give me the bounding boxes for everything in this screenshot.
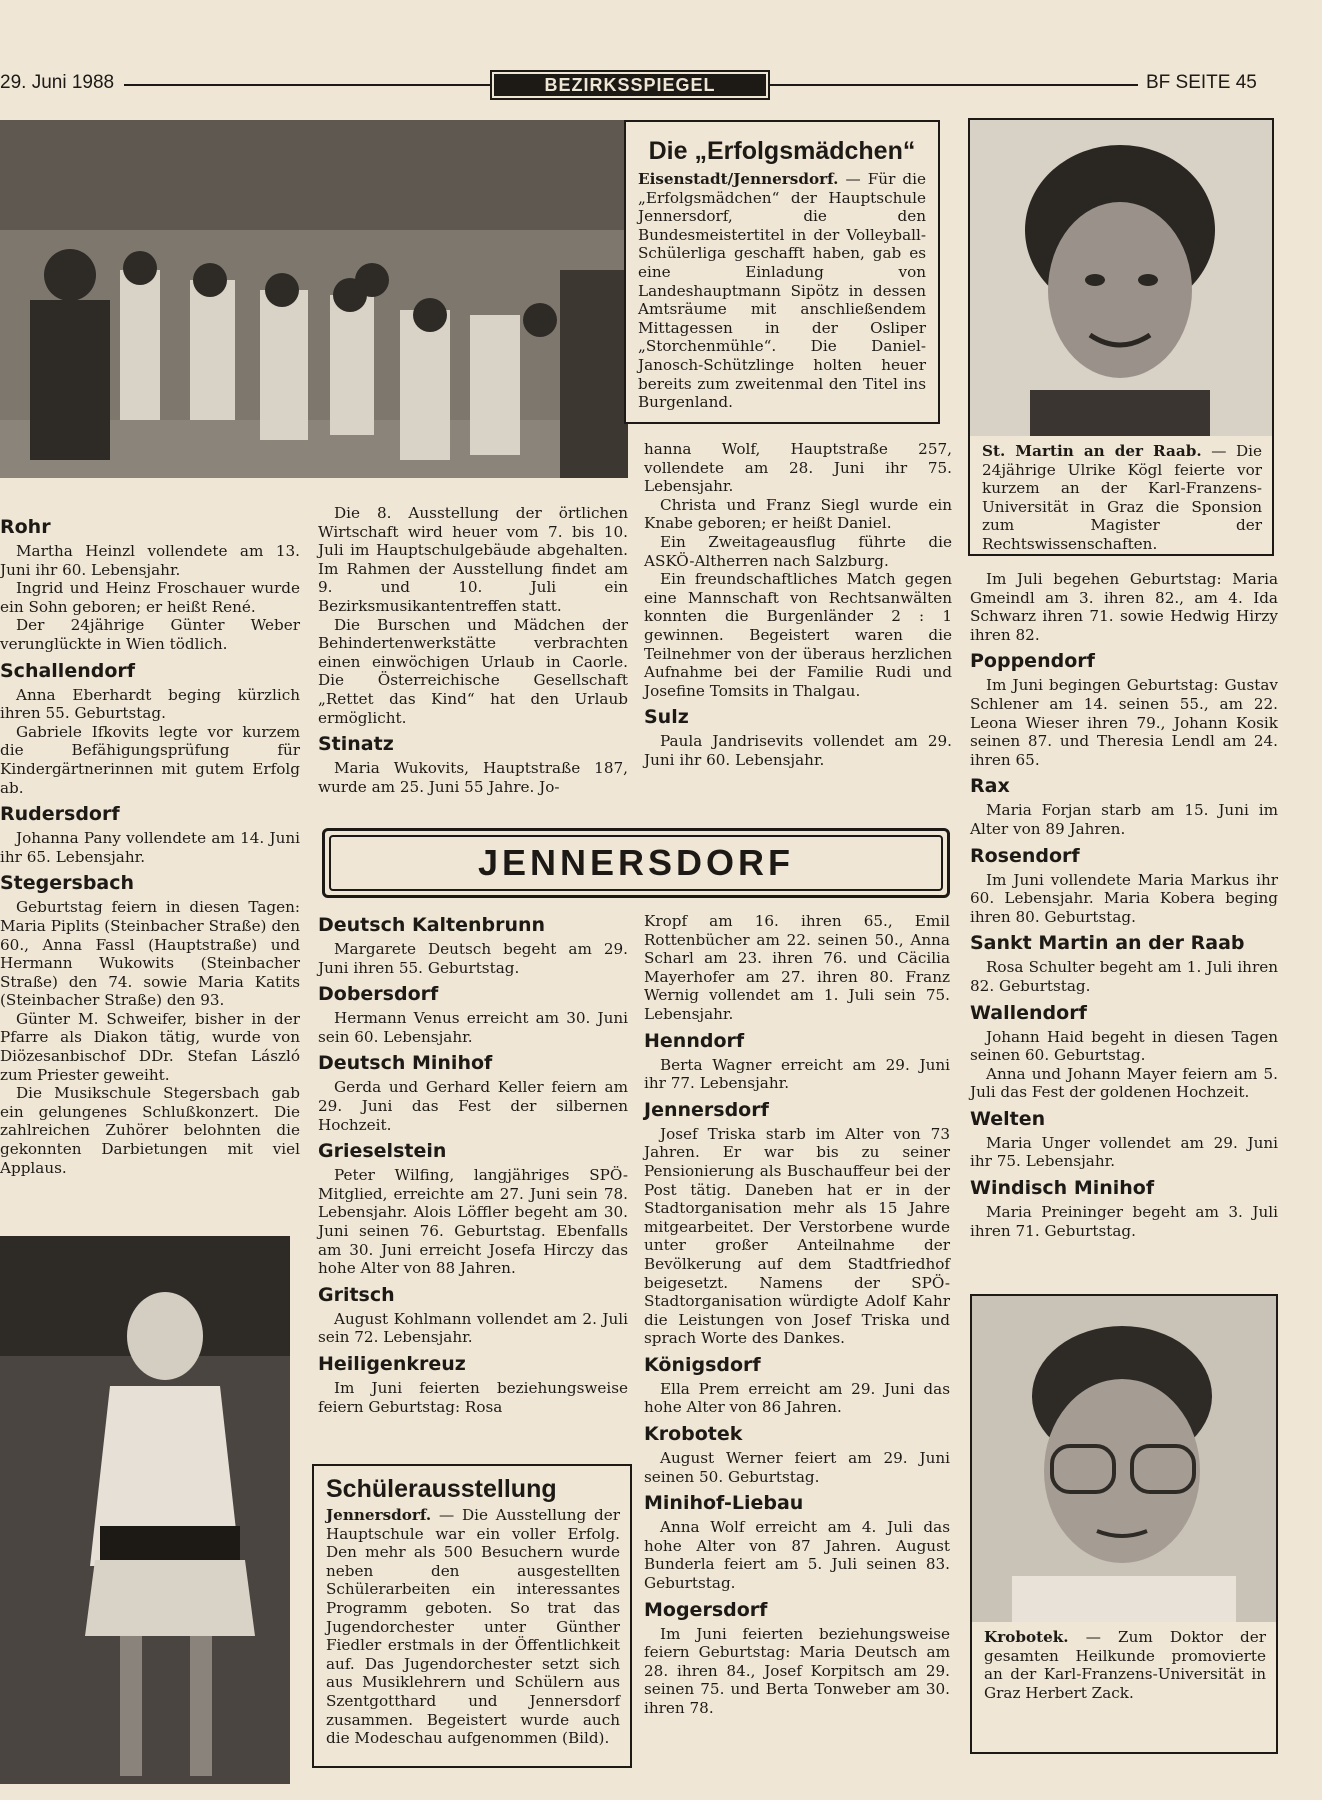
welten-p1: Maria Unger vollendet am 29. Juni ihr 75. Lebensjahr. [970, 1133, 1278, 1171]
rohr-p3: Der 24jährige Günter Weber verunglückte in Wien tödlich. [0, 616, 300, 653]
header-rule-left [124, 84, 490, 86]
heiligenkreuz-cont: Kropf am 16. ihren 65., Emil Rottenbücher am 22. seinen 50., Anna Scharl am 23. ihren 76. und Cäcilia Mayerhofer am 27. ihren 80. Franz Wernig vollendet am 1. Juli sein 75. Lebensjahr. [644, 912, 950, 1023]
heading-rosendorf: Rosendorf [970, 844, 1080, 867]
header-rule-right [770, 84, 1138, 86]
wallendorf-p2: Anna und Johann Mayer feiern am 5. Juli das Fest der goldenen Hochzeit. [970, 1064, 1278, 1102]
jennersdorf-banner-inner: JENNERSDORF [329, 835, 943, 891]
jennersdorf-left [318, 908, 628, 1416]
column-4 [970, 570, 1278, 1240]
poppendorf-p1: Im Juni begingen Geburtstag: Gustav Schlener am 14. seinen 55., am 22. Leona Wieser ihren 79., Johann Kosik seinen 87. und Theresia Lendl am 24. ihren 65. [970, 676, 1278, 769]
portrait-top-place: St. Martin an der Raab. [982, 442, 1202, 460]
heading-stinatz: Stinatz [318, 733, 394, 756]
minihof-liebau-p1: Anna Wolf erreicht am 4. Juli das hohe Alter von 87 Jahren. August Bunderla feiert am 5. Juli seinen 83. Geburtstag. [644, 1518, 950, 1593]
group-photo-image [0, 120, 628, 478]
wallendorf-p1: Johann Haid begeht in diesen Tagen seinen 60. Geburtstag. [970, 1027, 1278, 1065]
gritsch-p1: August Kohlmann vollendet am 2. Juli sein 72. Lebensjahr. [318, 1309, 628, 1347]
rudersdorf-p1: Johanna Pany vollendete am 14. Juni ihr 65. Lebensjahr. [0, 829, 300, 866]
stegersbach-p1: Geburtstag feiern in diesen Tagen: Maria Piplits (Steinbacher Straße) den 60., Anna Fassl (Hauptstraße) und Hermann Wukowits (Steinbacher Straße) den 74. sowie Maria Katits (Steinbacher Straße) den 93. [0, 898, 300, 1010]
koenigsdorf-p1: Ella Prem erreicht am 29. Juni das hohe Alter von 86 Jahren. [644, 1379, 950, 1417]
heading-stegersbach: Stegersbach [0, 872, 135, 895]
windisch-minihof-p1: Maria Preininger begeht am 3. Juli ihren 71. Geburtstag. [970, 1203, 1278, 1240]
krobotek-p1: August Werner feiert am 29. Juni seinen 50. Geburtstag. [644, 1449, 950, 1486]
rohr-p1: Martha Heinzl vollendete am 13. Juni ihr 60. Lebensjahr. [0, 542, 300, 579]
heading-heiligenkreuz: Heiligenkreuz [318, 1352, 466, 1375]
col2-p1: Die 8. Ausstellung der örtlichen Wirtschaft wird heuer vom 7. bis 10. Juli im Hauptschulgebäude abgehalten. Im Rahmen der Ausstellung findet am 9. und 10. Juli ein Bezirksmusikantentreffen statt. [318, 504, 628, 615]
grieselstein-p1: Peter Wilfing, langjähriges SPÖ-Mitglied, erreichte am 27. Juni sein 78. Lebensjahr. Alois Löffler begeht am 30. Juni seinen 76. Geburtstag. Ebenfalls am 30. Juni erreicht Josefa Hirczy das hohe Alter von 88 Jahren. [318, 1166, 628, 1278]
schueler-box [312, 1464, 632, 1768]
group-photo [0, 120, 628, 478]
section-label [490, 70, 770, 100]
schueler-text [326, 1506, 620, 1748]
heading-dobersdorf: Dobersdorf [318, 983, 439, 1006]
heading-deutsch-minihof: Deutsch Minihof [318, 1052, 493, 1075]
stegersbach-p3: Die Musikschule Stegersbach gab ein gelungenes Schlußkonzert. Die zahlreichen Zuhörer belohnten die gekonnten Darbietungen mit viel Applaus. [0, 1084, 300, 1177]
heading-windisch-minihof: Windisch Minihof [970, 1177, 1155, 1200]
column-3-top [644, 440, 952, 770]
portrait-bottom-image [972, 1296, 1276, 1622]
portrait-bottom-place: Krobotek. [984, 1628, 1069, 1646]
erfolg-body: — Für die „Erfolgsmädchen“ der Hauptschule Jennersdorf, die den Bundesmeistertitel in der Volleyball-Schülerliga geschafft haben, gab es eine Einladung von Landeshauptmann Sipötz in dessen Amtsräume mit anschließendem Mittagessen in der Osliper „Storchenmühle“. Die Daniel-Janosch-Schützlinge holten heuer bereits zum zweitenmal den Titel ins Burgenland. [638, 170, 926, 412]
heading-wallendorf: Wallendorf [970, 1001, 1087, 1024]
column-2 [318, 504, 628, 796]
jennersdorf-p1: Josef Triska starb im Alter von 73 Jahren. Er war bis zu seiner Pensionierung als Buschauffeur bei der Post tätig. Daneben hat er in der Stadtorganisation mehr als 15 Jahre mitgearbeitet. Der Verstorbene wurde unter großer Anteilnahme der Bevölkerung auf dem Stadtfriedhof beigesetzt. Namens der SPÖ-Stadtorganisation würdigte Adolf Kahr die Leistungen von Josef Triska und sprach Worte des Dankes. [644, 1124, 950, 1348]
col3-p1: hanna Wolf, Hauptstraße 257, vollendete am 28. Juni ihr 75. Lebensjahr. [644, 440, 952, 496]
heading-mogersdorf: Mogersdorf [644, 1598, 768, 1621]
heading-jennersdorf: Jennersdorf [644, 1098, 769, 1121]
stinatz-p1: Maria Wukovits, Hauptstraße 187, wurde am 25. Juni 55 Jahre. Jo- [318, 759, 628, 796]
schallendorf-p2: Gabriele Ifkovits legte vor kurzem die Befähigungsprüfung für Kindergärtnerinnen mit gutem Erfolg ab. [0, 722, 300, 797]
portrait-top-caption [970, 436, 1272, 554]
rohr-p2: Ingrid und Heinz Froschauer wurde ein Sohn geboren; er heißt René. [0, 579, 300, 616]
erfolg-box [624, 120, 940, 424]
schueler-body: — Die Ausstellung der Hauptschule war ein voller Erfolg. Den mehr als 500 Besuchern wurde neben den ausgestellten Schülerarbeiten ein interessantes Programm geboten. So trat das Jugendorchester unter Günther Fiedler erstmals in der Öffentlichkeit auf. Das Jugendorchester setzt sich aus Musiklehrern und Schülern aus Szentgotthard und Jennersdorf zusammen. Begeistert wurde auch die Modeschau aufgenommen (Bild). [326, 1506, 620, 1748]
sankt-martin-p1: Rosa Schulter begeht am 1. Juli ihren 82. Geburtstag. [970, 958, 1278, 995]
heading-welten: Welten [970, 1107, 1046, 1130]
heading-sankt-martin: Sankt Martin an der Raab [970, 932, 1245, 955]
heading-schallendorf: Schallendorf [0, 659, 136, 682]
heading-henndorf: Henndorf [644, 1029, 745, 1052]
col2-p2: Die Burschen und Mädchen der Behindertenwerkstätte verbrachten einen einwöchigen Urlaub in Caorle. Die Österreichische Gesellschaft „Rettet das Kind“ hat den Urlaub ermöglicht. [318, 615, 628, 727]
heading-koenigsdorf: Königsdorf [644, 1353, 761, 1376]
fashion-photo [0, 1236, 290, 1784]
erfolg-dateline: Eisenstadt/Jennersdorf. [638, 170, 839, 188]
portrait-bottom-frame [970, 1294, 1278, 1754]
deutsch-kaltenbrunn-p1: Margarete Deutsch begeht am 29. Juni ihren 55. Geburtstag. [318, 940, 628, 977]
col3-p3: Ein Zweitageausflug führte die ASKÖ-Altherren nach Salzburg. [644, 532, 952, 570]
page-number: BF SEITE 45 [1146, 72, 1257, 93]
heading-minihof-liebau: Minihof-Liebau [644, 1492, 804, 1515]
henndorf-p1: Berta Wagner erreicht am 29. Juni ihr 77. Lebensjahr. [644, 1055, 950, 1093]
col3-p4: Ein freundschaftliches Match gegen eine Mannschaft von Rechtsanwälten konnten die Burgenländer 2 : 1 gewinnen. Begeistert waren die Teilnehmer von der überaus herzlichen Aufnahme bei der Familie Rudi und Josefine Tomsits in Thalgau. [644, 570, 952, 700]
schueler-dateline: Jennersdorf. [326, 1506, 432, 1524]
header-date: 29. Juni 1988 [0, 72, 115, 93]
stegersbach-p2: Günter M. Schweifer, bisher in der Pfarre als Diakon tätig, wurde von Diözesanbischof DDr. Stefan László zum Priester geweiht. [0, 1009, 300, 1084]
heading-deutsch-kaltenbrunn: Deutsch Kaltenbrunn [318, 914, 546, 936]
jennersdorf-banner [322, 828, 950, 898]
col3-p2: Christa und Franz Siegl wurde ein Knabe geboren; er heißt Daniel. [644, 495, 952, 533]
heading-krobotek: Krobotek [644, 1423, 743, 1446]
heading-rax: Rax [970, 775, 1010, 798]
jennersdorf-right [644, 912, 950, 1718]
portrait-bottom [972, 1296, 1276, 1622]
portrait-bottom-caption [972, 1622, 1276, 1702]
rax-p1: Maria Forjan starb am 15. Juni im Alter von 89 Jahren. [970, 801, 1278, 838]
sulz-p1: Paula Jandrisevits vollendet am 29. Juni ihr 60. Lebensjahr. [644, 732, 952, 769]
heading-grieselstein: Grieselstein [318, 1140, 447, 1163]
mogersdorf-p1: Im Juni feierten beziehungsweise feiern Geburtstag: Maria Deutsch am 28. ihren 84., Josef Korpitsch am 29. seinen 75. und Berta Tonweber am 30. ihren 78. [644, 1624, 950, 1717]
dobersdorf-p1: Hermann Venus erreicht am 30. Juni sein 60. Lebensjahr. [318, 1009, 628, 1046]
col4-p1: Im Juli begehen Geburtstag: Maria Gmeindl am 3. ihren 82., am 4. Ida Schwarz ihren 71. sowie Hedwig Hirzy ihren 82. [970, 570, 1278, 644]
schueler-title: Schülerausstellung [326, 1475, 557, 1503]
erfolg-title: Die „Erfolgsmädchen“ [648, 137, 916, 165]
rosendorf-p1: Im Juni vollendete Maria Markus ihr 60. Lebensjahr. Maria Kobera beging ihren 80. Geburtstag. [970, 870, 1278, 926]
heading-rohr: Rohr [0, 516, 51, 538]
portrait-top-frame [968, 118, 1274, 556]
fashion-photo-image [0, 1236, 290, 1784]
schallendorf-p1: Anna Eberhardt beging kürzlich ihren 55. Geburtstag. [0, 685, 300, 723]
heading-sulz: Sulz [644, 706, 689, 729]
deutsch-minihof-p1: Gerda und Gerhard Keller feiern am 29. Juni das Fest der silbernen Hochzeit. [318, 1078, 628, 1134]
portrait-top-image [970, 120, 1272, 436]
section-label-inner: BEZIRKSSPIEGEL [494, 74, 766, 96]
erfolg-text [638, 170, 926, 412]
heading-rudersdorf: Rudersdorf [0, 803, 120, 826]
portrait-bottom-text: — Zum Doktor der gesamten Heilkunde promovierte an der Karl-Franzens-Universität in Graz Herbert Zack. [984, 1628, 1266, 1702]
heading-gritsch: Gritsch [318, 1283, 395, 1306]
column-1 [0, 510, 300, 1177]
heiligenkreuz-p1: Im Juni feierten beziehungsweise feiern Geburtstag: Rosa [318, 1378, 628, 1416]
heading-poppendorf: Poppendorf [970, 650, 1095, 673]
portrait-top-text: — Die 24jährige Ulrike Kögl feierte vor kurzem an der Karl-Franzens-Universität in Graz die Sponsion zum Magister der Rechtswissenschaften. [982, 442, 1262, 553]
portrait-top [970, 120, 1272, 436]
